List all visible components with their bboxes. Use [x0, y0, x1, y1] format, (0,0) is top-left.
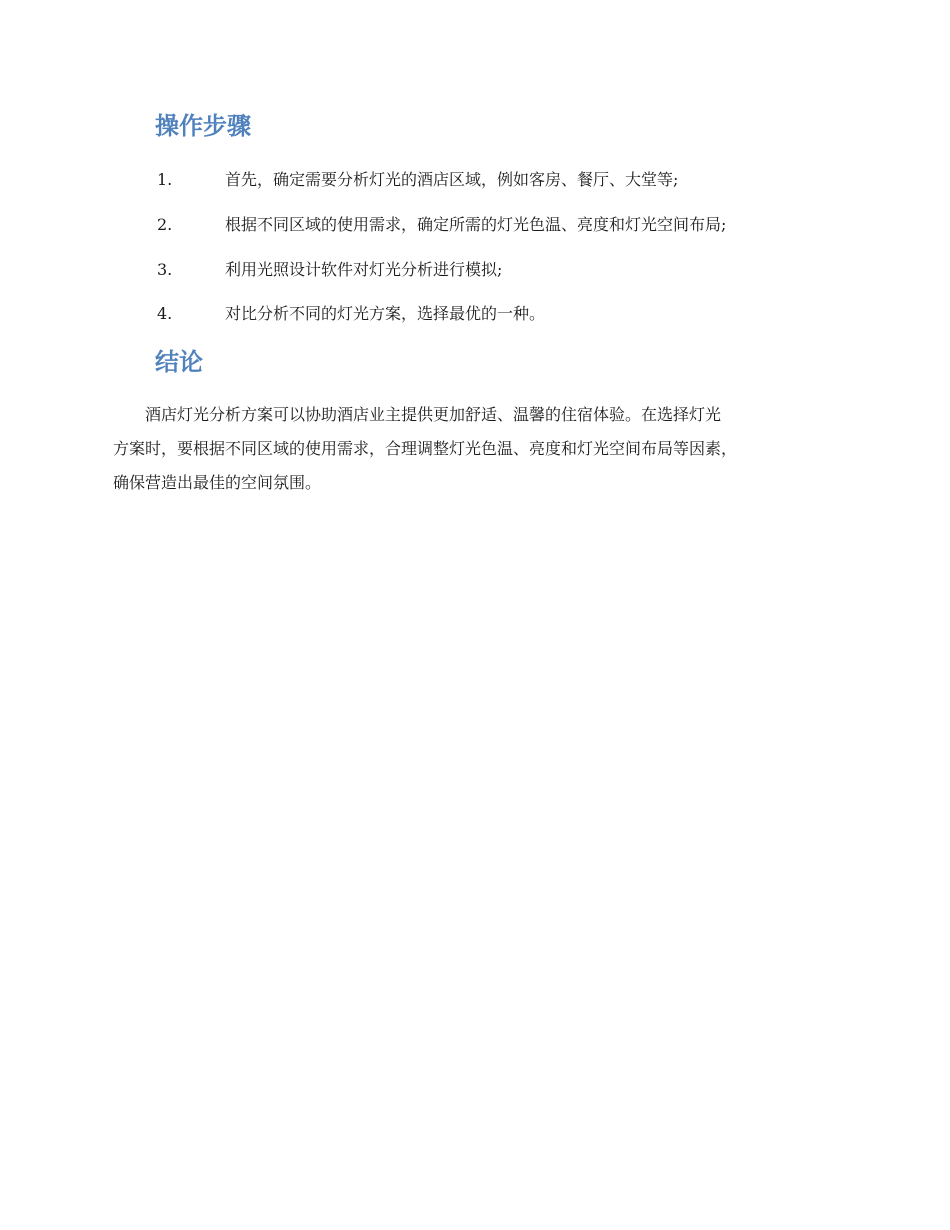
step-text: 根据不同区域的使用需求，确定所需的灯光色温、亮度和灯光空间布局;: [225, 215, 727, 234]
step-item: [0, 211, 950, 239]
conclusion-line: 确保营造出最佳的空间氛围。: [113, 473, 322, 492]
step-text: 利用光照设计软件对灯光分析进行模拟;: [225, 260, 503, 279]
conclusion-line: 方案时，要根据不同区域的使用需求，合理调整灯光色温、亮度和灯光空间布局等因素，: [113, 439, 738, 458]
section-heading-conclusion: 结论: [155, 348, 203, 376]
conclusion-line: 酒店灯光分析方案可以协助酒店业主提供更加舒适、温馨的住宿体验。在选择灯光: [145, 405, 722, 424]
step-number: 4.: [157, 304, 173, 323]
step-item: [0, 300, 950, 328]
step-item: [0, 256, 950, 284]
step-number: 3.: [157, 260, 173, 279]
step-number: 1.: [157, 170, 173, 189]
step-number: 2.: [157, 215, 173, 234]
section-heading-steps: 操作步骤: [155, 112, 251, 140]
step-item: [0, 166, 950, 194]
step-text: 对比分析不同的灯光方案，选择最优的一种。: [225, 304, 546, 323]
step-text: 首先，确定需要分析灯光的酒店区域，例如客房、餐厅、大堂等;: [225, 170, 679, 189]
conclusion-paragraph: [113, 398, 838, 500]
